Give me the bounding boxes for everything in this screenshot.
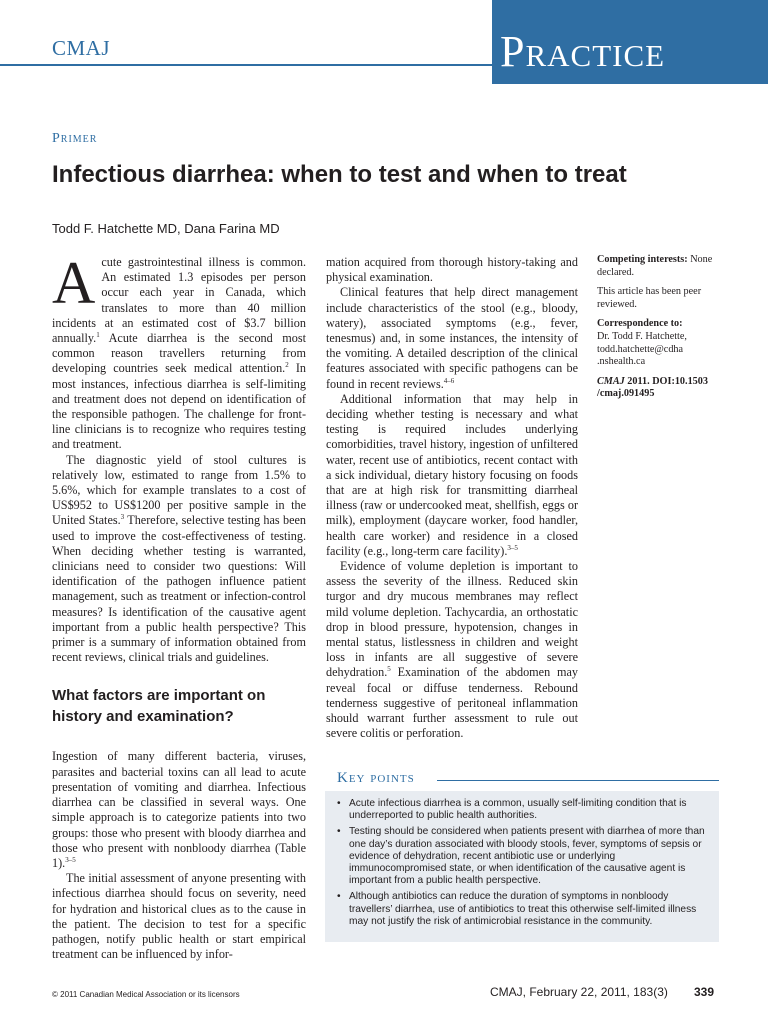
reference-link[interactable]: 4–6 xyxy=(443,376,455,385)
citation-doi: CMAJ 2011. DOI:10.1503 /cmaj.091495 xyxy=(597,375,708,400)
competing-interests: Competing interests: None declared. xyxy=(597,254,713,278)
body-column-2 xyxy=(326,255,578,742)
journal-name: CMAJ xyxy=(52,36,111,60)
article-sidebar xyxy=(597,254,727,408)
key-points-rule xyxy=(437,780,719,781)
email-link[interactable]: todd.hatchette@cdha xyxy=(597,343,684,355)
paragraph: Evidence of volume depletion is important to assess the severity of the illness. Reduced skin turgor and dry mucous membranes may reflect mild volume depletion. Tachycardia, an orthostatic drop in blood pressure, hypotension, changes in mental status, listlessness in children and weight loss in infants are all suggestive of severe dehydration.$^5$ Examination of the abdomen may reveal focal or diffuse tenderness. Rebound tenderness suggestive of peritoneal inflammation should warrant further assessment to rule out severe colitis or perforation. xyxy=(326,559,578,741)
doi-link[interactable]: 2011. DOI:10.1503 /cmaj.091495 xyxy=(597,375,708,400)
paragraph: Acute gastrointestinal illness is common. An estimated 1.3 episodes per person occur each year in Canada, which translates to more than 40 million incidents at an estimated cost of $3.7 billion annually.$^1$ Acute diarrhea is the second most common reason travellers returning from developing countries seek medical attention.$^2$ In most instances, infectious diarrhea is self-limiting and treatment does not depend on identification of the responsible pathogen. The challenge for front-line clinicians is to recognize who requires testing and treatment. xyxy=(52,250,307,452)
paragraph: Additional information that may help in deciding whether testing is necessary and what testing is required includes underlying comorbidities, travel history, ingestion of unfiltered water, recent use of antibiotics, recent contact with a sick individual, dietary history focusing on foods that are at high risk for transmitting diarrheal illness (raw or undercooked meat, shellfish, eggs or milk), employment (daycare worker, food handler, health care worker) and residence in a closed facility (e.g., long-term care facility).$^{3-5}$ xyxy=(326,391,578,558)
paragraph: mation acquired from thorough history-taking and physical examination. xyxy=(326,255,578,285)
header-rule xyxy=(0,64,492,66)
reference-link[interactable]: 5 xyxy=(387,665,391,674)
paragraph: Ingestion of many different bacteria, viruses, parasites and bacterial toxins can all lead to acute presentation of vomiting and diarrhea. Infectious diarrhea can be classified in several ways. One simple approach is to categorize patients into two groups: those who present with bloody diarrhea and those who present with nonbloody diarrhea (Table 1).$^{3-5}$ xyxy=(52,749,306,870)
body-column-1 xyxy=(52,250,307,962)
key-points-box xyxy=(325,770,719,942)
copyright: © 2011 Canadian Medical Association or its licensors xyxy=(52,990,240,999)
section-name: Practice xyxy=(500,27,666,76)
reference-link[interactable]: 3–5 xyxy=(507,543,518,552)
list-item: • Testing should be considered when patients present with diarrhea of more than one day’s duration associated with bloody stools, fever, symptoms of sepsis or evidence of dehydration, recent antibiotic use or underlying immunocompromised state, or when identification of the causative agent is important from a public health perspective. xyxy=(337,826,705,887)
reference-link[interactable]: 2 xyxy=(285,361,289,370)
reference-link[interactable]: 3 xyxy=(120,513,125,522)
list-item: • Although antibiotics can reduce the duration of symptoms in nonbloody travellers’ diarrhea, use of antibiotics to treat this otherwise self-limited illness may not justify the risk of antimicrobial resistance in the community. xyxy=(337,891,697,927)
bullet-icon: • xyxy=(337,891,341,903)
list-item: • Acute infectious diarrhea is a common, usually self-limiting condition that is underreported to public health authorities. xyxy=(337,798,687,822)
page-header xyxy=(0,0,768,84)
key-points-list xyxy=(335,798,713,932)
email-link[interactable]: .nshealth.ca xyxy=(597,356,646,368)
reference-link[interactable]: 1 xyxy=(96,330,100,339)
journal-citation: CMAJ, February 22, 2011, 183(3) xyxy=(490,985,668,999)
bullet-icon: • xyxy=(337,798,341,809)
correspondence: Correspondence to: Dr. Todd F. Hatchette, todd.hatchette@cdha .nshealth.ca xyxy=(597,318,687,368)
key-points-heading: Key points xyxy=(329,770,423,787)
page-number: 339 xyxy=(694,985,715,999)
section-heading: What factors are important on history and examination? xyxy=(52,687,266,726)
paragraph: The diagnostic yield of stool cultures is relatively low, estimated to range from 1.5% to 5.6%, which for example translates to a cost of US$952 to US$1200 per positive sample in the United States.$^3$ Therefore, selective testing has been used to improve the cost-effectiveness of testing. When deciding whether testing is warranted, clinicians need to consider two questions: Will identification of the pathogen influence patient management, such as treatment or infection-control measures? Is identification of the causative agent important from a public health perspective? This primer is a summary of information obtained from recent reviews, clinical trials and guidelines. xyxy=(52,452,306,665)
paragraph: Clinical features that help direct management include characteristics of the stool (e.g., bloody, watery), associated symptoms (e.g., fever, tenesmus) and, in some instances, the intensity of the vomiting. A detailed description of the clinical features associated with specific pathogens can be found in recent reviews.$^{4-6}$ xyxy=(326,285,578,391)
article-title: Infectious diarrhea: when to test and when to treat xyxy=(52,161,627,188)
article-authors: Todd F. Hatchette MD, Dana Farina MD xyxy=(52,221,280,236)
bullet-icon: • xyxy=(337,826,341,838)
reference-link[interactable]: 3–5 xyxy=(65,855,76,864)
drop-cap: A xyxy=(52,250,96,316)
article-type: Primer xyxy=(52,131,98,146)
paragraph: The initial assessment of anyone presenting with infectious diarrhea should focus on severity, need for hydration and historical clues as to the cause in the patient. The decision to test for a specific pathogen, notify public health or start empirical treatment can be influenced by infor- xyxy=(52,871,306,962)
peer-review-note: This article has been peer reviewed. xyxy=(597,286,702,310)
